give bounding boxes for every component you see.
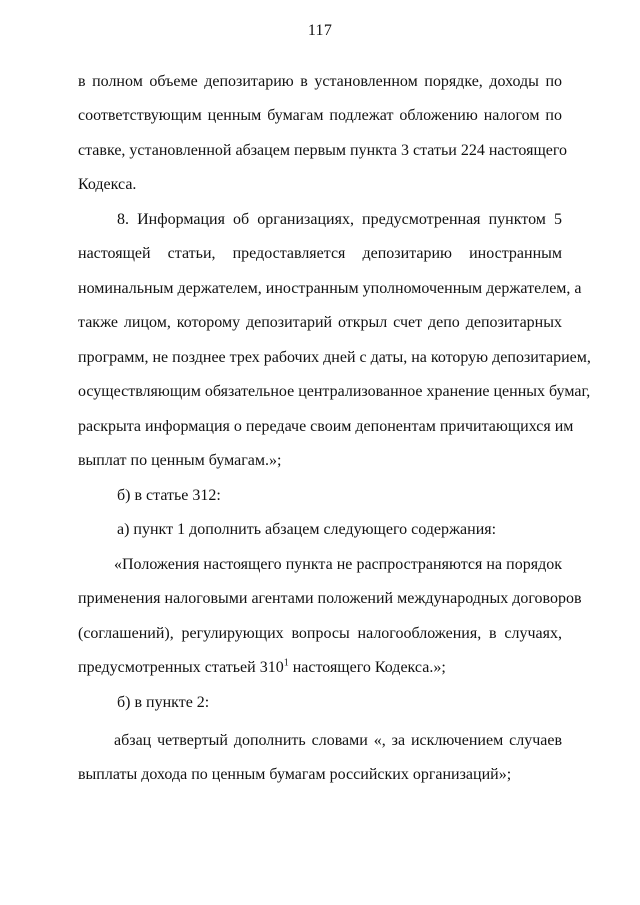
paragraph-7-line-2: выплаты дохода по ценным бумагам российских организаций»; [78, 766, 512, 783]
paragraph-2-line-2: настоящей статьи, предоставляется депозитарию иностранным [78, 245, 562, 262]
paragraph-1-line-1: в полном объеме депозитарию в установленном порядке, доходы по [78, 73, 562, 90]
paragraph-5-line-2: применения налоговыми агентами положений международных договоров [78, 590, 582, 607]
article-superscript: 1 [283, 657, 289, 669]
paragraph-2-line-1: 8. Информация об организациях, предусмотренная пунктом 5 [117, 211, 562, 228]
paragraph-1-line-4: Кодекса. [78, 176, 137, 193]
page-number: 117 [307, 22, 333, 39]
paragraph-5-line-4-text: предусмотренных статьей 310 [78, 659, 284, 676]
paragraph-5-line-4 [78, 658, 562, 678]
paragraph-2-line-6: осуществляющим обязательное централизованное хранение ценных бумаг, [78, 383, 591, 400]
paragraph-7-line-1: абзац четвертый дополнить словами «, за исключением случаев [114, 732, 562, 749]
paragraph-4-line-1: а) пункт 1 дополнить абзацем следующего содержания: [117, 521, 497, 538]
paragraph-3-line-1: б) в статье 312: [117, 487, 221, 504]
paragraph-6-line-1: б) в пункте 2: [117, 694, 210, 711]
paragraph-5-line-4-end: настоящего Кодекса.»; [288, 659, 446, 676]
paragraph-5-line-1: «Положения настоящего пункта не распространяются на порядок [114, 556, 562, 573]
paragraph-2-line-3: номинальным держателем, иностранным уполномоченным держателем, а [78, 280, 582, 297]
paragraph-1-line-3: ставке, установленной абзацем первым пункта 3 статьи 224 настоящего [78, 142, 568, 159]
paragraph-1-line-2: соответствующим ценным бумагам подлежат обложению налогом по [78, 107, 562, 124]
paragraph-2-line-7: раскрыта информация о передаче своим депонентам причитающихся им [78, 418, 574, 435]
paragraph-2-line-5: программ, не позднее трех рабочих дней с даты, на которую депозитарием, [78, 349, 591, 366]
paragraph-5-line-3: (соглашений), регулирующих вопросы налогообложения, в случаях, [78, 625, 562, 642]
paragraph-2-line-8: выплат по ценным бумагам.»; [78, 452, 282, 469]
paragraph-2-line-4: также лицом, которому депозитарий открыл счет депо депозитарных [78, 314, 562, 331]
